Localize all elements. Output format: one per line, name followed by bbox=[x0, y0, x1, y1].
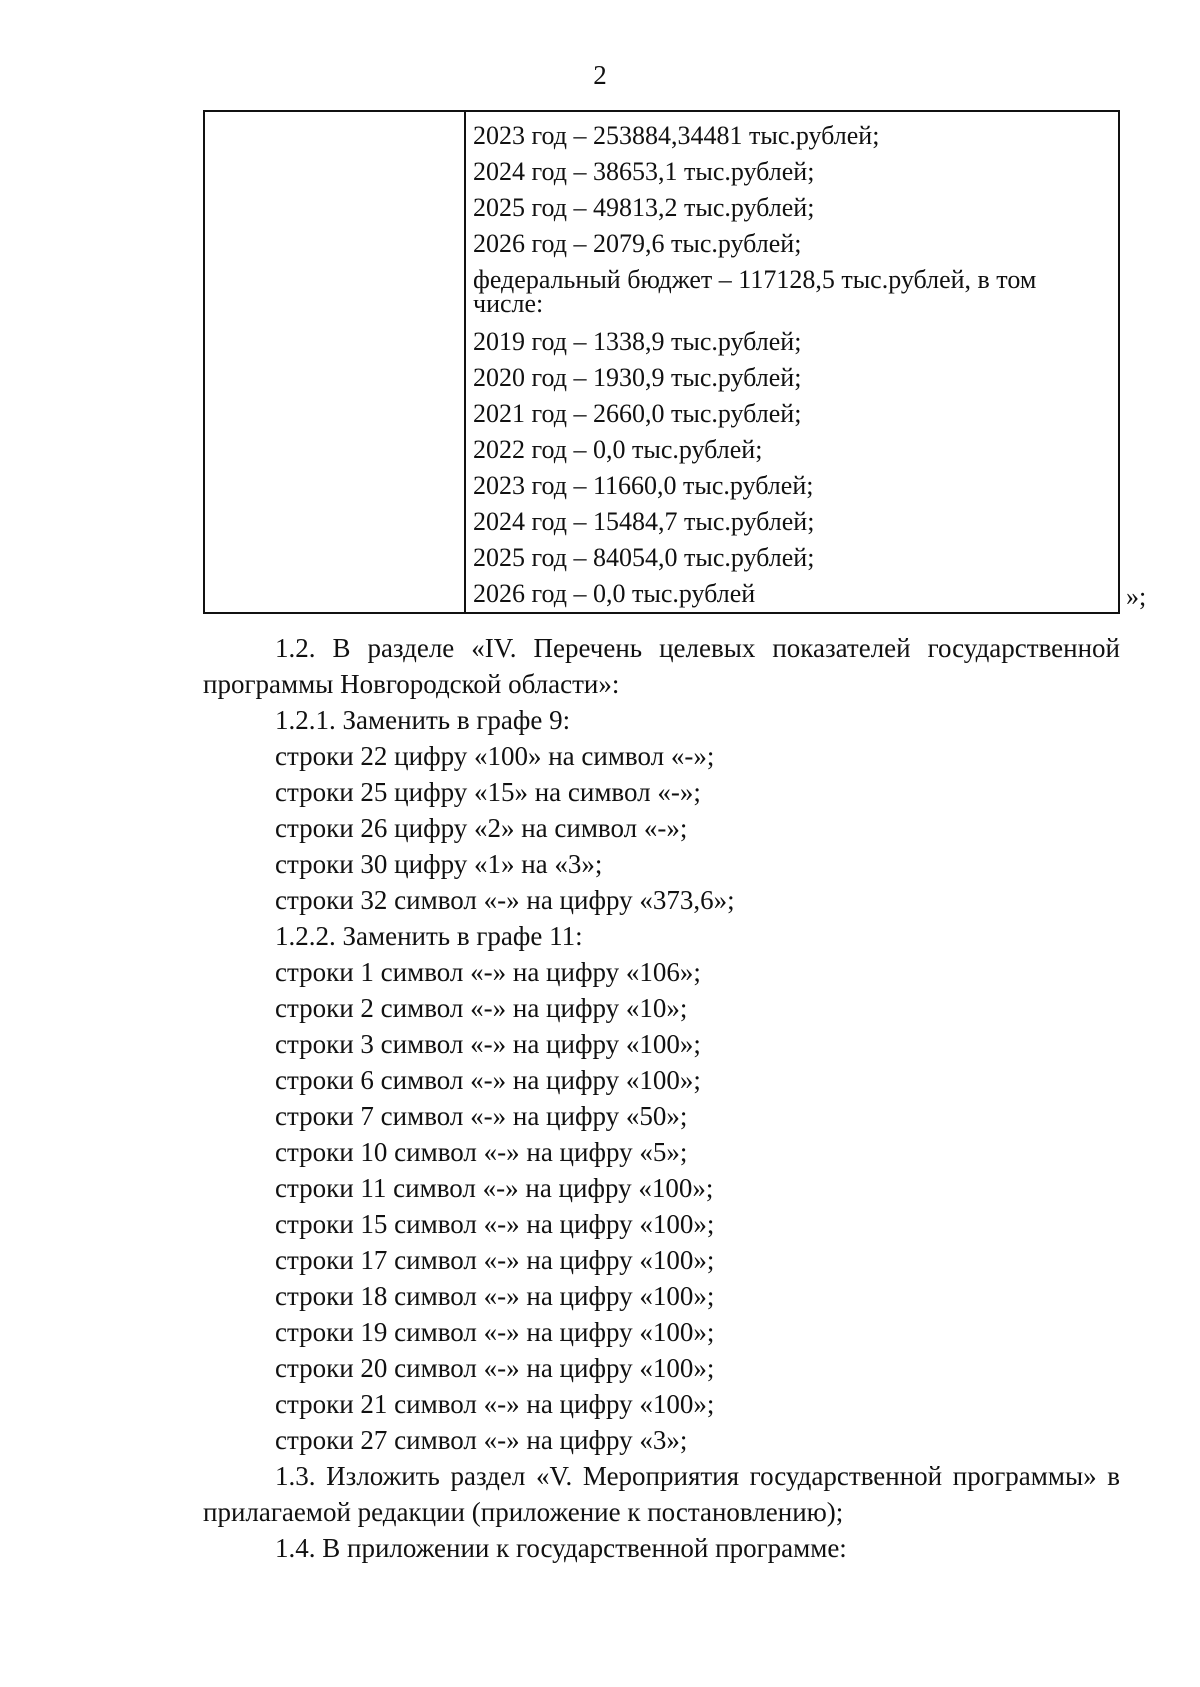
section-1-4: 1.4. В приложении к государственной программе: bbox=[275, 1533, 847, 1563]
list-item: строки 20 символ «-» на цифру «100»; bbox=[275, 1353, 715, 1383]
list-item: строки 3 символ «-» на цифру «100»; bbox=[275, 1029, 701, 1059]
list-item: строки 26 цифру «2» на символ «-»; bbox=[275, 813, 688, 843]
list-item: строки 18 символ «-» на цифру «100»; bbox=[275, 1281, 715, 1311]
subsection-1-2-1: 1.2.1. Заменить в графе 9: bbox=[275, 705, 571, 735]
list-item: строки 32 символ «-» на цифру «373,6»; bbox=[275, 885, 735, 915]
list-item: строки 7 символ «-» на цифру «50»; bbox=[275, 1101, 688, 1131]
table-line: 2026 год – 0,0 тыс.рублей bbox=[473, 579, 756, 608]
list-item: строки 15 символ «-» на цифру «100»; bbox=[275, 1209, 715, 1239]
table-line: 2023 год – 253884,34481 тыс.рублей; bbox=[473, 121, 880, 150]
table-line: 2020 год – 1930,9 тыс.рублей; bbox=[473, 363, 802, 392]
table-left-cell bbox=[205, 112, 466, 612]
list-item: строки 21 символ «-» на цифру «100»; bbox=[275, 1389, 715, 1419]
table-line: 2025 год – 84054,0 тыс.рублей; bbox=[473, 543, 815, 572]
subsection-1-2-2: 1.2.2. Заменить в графе 11: bbox=[275, 921, 583, 951]
list-item: строки 10 символ «-» на цифру «5»; bbox=[275, 1137, 688, 1167]
list-item: строки 22 цифру «100» на символ «-»; bbox=[275, 741, 715, 771]
section-1-2-heading: 1.2. В разделе «IV. Перечень целевых показателей государственной программы Новгородской области»: bbox=[203, 633, 1120, 699]
document-body bbox=[203, 630, 1120, 1566]
list-item: строки 19 символ «-» на цифру «100»; bbox=[275, 1317, 715, 1347]
table-line: 2023 год – 11660,0 тыс.рублей; bbox=[473, 471, 814, 500]
table-line: 2026 год – 2079,6 тыс.рублей; bbox=[473, 229, 802, 258]
table-line: 2019 год – 1338,9 тыс.рублей; bbox=[473, 327, 802, 356]
table-right-cell bbox=[466, 112, 1118, 612]
list-item: строки 27 символ «-» на цифру «3»; bbox=[275, 1425, 688, 1455]
table-line-federal-budget: федеральный бюджет – 117128,5 тыс.рублей, в том числе: bbox=[473, 265, 1037, 318]
list-item: строки 11 символ «-» на цифру «100»; bbox=[275, 1173, 714, 1203]
list-item: строки 1 символ «-» на цифру «106»; bbox=[275, 957, 701, 987]
section-1-3: 1.3. Изложить раздел «V. Мероприятия государственной программы» в прилагаемой редакции (приложение к постановлению); bbox=[203, 1461, 1120, 1527]
list-item: строки 25 цифру «15» на символ «-»; bbox=[275, 777, 701, 807]
table-closing-quote: »; bbox=[1126, 582, 1147, 611]
list-item: строки 2 символ «-» на цифру «10»; bbox=[275, 993, 688, 1023]
table-line: 2024 год – 15484,7 тыс.рублей; bbox=[473, 507, 815, 536]
budget-table bbox=[203, 110, 1120, 614]
table-line: 2021 год – 2660,0 тыс.рублей; bbox=[473, 399, 802, 428]
list-item: строки 6 символ «-» на цифру «100»; bbox=[275, 1065, 701, 1095]
table-line: 2025 год – 49813,2 тыс.рублей; bbox=[473, 193, 815, 222]
page-number: 2 bbox=[593, 60, 607, 90]
table-line: 2024 год – 38653,1 тыс.рублей; bbox=[473, 157, 815, 186]
list-item: строки 30 цифру «1» на «3»; bbox=[275, 849, 603, 879]
list-item: строки 17 символ «-» на цифру «100»; bbox=[275, 1245, 715, 1275]
table-line: 2022 год – 0,0 тыс.рублей; bbox=[473, 435, 763, 464]
